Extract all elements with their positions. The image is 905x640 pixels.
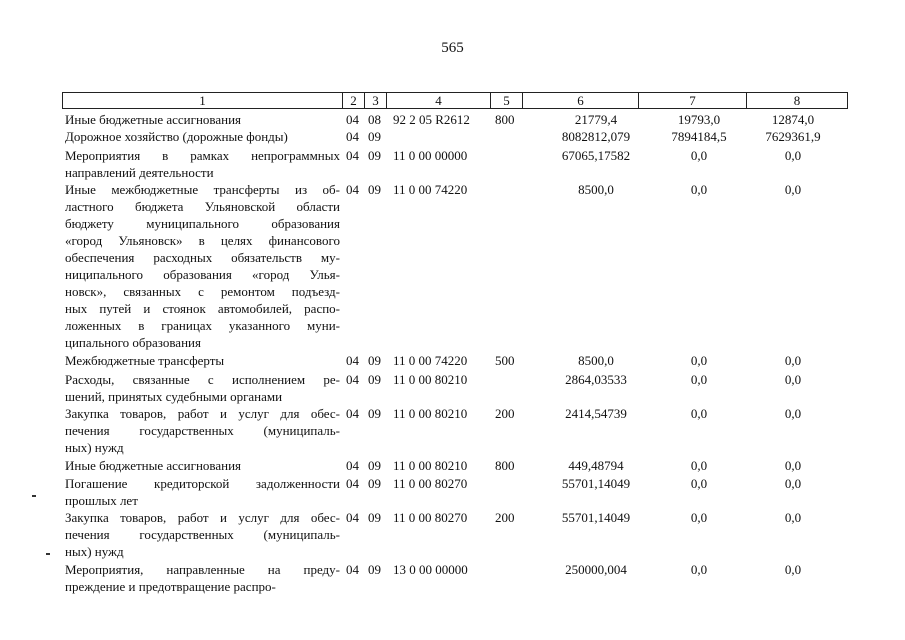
expense-type: 200	[495, 406, 515, 421]
section-code: 04	[346, 372, 359, 387]
target-article: 11 0 00 80270	[393, 510, 468, 525]
amount-col-7: 0,0	[690, 476, 708, 491]
row-name-line: ных путей и стоянок автомобилей, распо-	[65, 301, 340, 316]
target-article: 11 0 00 80270	[393, 476, 468, 491]
row-name-line: новск», связанных с ремонтом подъезд-	[65, 284, 340, 299]
amount-col-8: 0,0	[784, 406, 802, 421]
row-name-line: ципального образования	[65, 335, 201, 350]
column-header-8: 8	[747, 93, 848, 109]
amount-col-8: 0,0	[784, 353, 802, 368]
amount-col-8: 0,0	[784, 458, 802, 473]
amount-col-7: 19793,0	[677, 112, 721, 127]
section-code: 04	[346, 510, 359, 525]
amount-col-6: 8500,0	[578, 353, 614, 368]
section-code: 04	[346, 353, 359, 368]
amount-col-8: 0,0	[784, 182, 802, 197]
row-name-line: печения государственных (муниципаль-	[65, 527, 340, 542]
target-article: 11 0 00 80210	[393, 458, 468, 473]
expense-type: 200	[495, 510, 515, 525]
row-name-line: преждение и предотвращение распро-	[65, 579, 276, 594]
subsection-code: 09	[368, 353, 381, 368]
row-name-line: Расходы, связанные с исполнением ре-	[65, 372, 340, 387]
row-name	[65, 405, 340, 456]
row-name-line: печения государственных (муниципаль-	[65, 423, 340, 438]
amount-col-7: 0,0	[690, 406, 708, 421]
row-name	[65, 181, 340, 351]
row-name-line: Закупка товаров, работ и услуг для обес-	[65, 510, 340, 525]
row-name	[65, 561, 340, 595]
subsection-code: 09	[368, 510, 381, 525]
amount-col-7: 0,0	[690, 458, 708, 473]
row-name-line: Погашение кредиторской задолженности	[65, 476, 340, 491]
section-code: 04	[346, 148, 359, 163]
row-name	[65, 111, 340, 128]
amount-col-8: 0,0	[784, 148, 802, 163]
target-article: 11 0 00 74220	[393, 353, 468, 368]
amount-col-7: 0,0	[690, 182, 708, 197]
row-name-line: бюджету муниципального образования	[65, 216, 340, 231]
target-article: 11 0 00 80210	[393, 406, 468, 421]
amount-col-7: 0,0	[690, 562, 708, 577]
row-name-line: ниципального образования «город Улья-	[65, 267, 340, 282]
scan-speck	[46, 553, 50, 555]
amount-col-7: 0,0	[690, 372, 708, 387]
row-name	[65, 352, 340, 369]
subsection-code: 09	[368, 148, 381, 163]
row-name-line: ных) нужд	[65, 440, 124, 455]
row-name	[65, 371, 340, 405]
expense-type: 800	[495, 112, 515, 127]
target-article: 13 0 00 00000	[393, 562, 468, 577]
section-code: 04	[346, 182, 359, 197]
amount-col-7: 0,0	[690, 148, 708, 163]
subsection-code: 09	[368, 406, 381, 421]
amount-col-8: 12874,0	[771, 112, 815, 127]
row-name-line: Иные бюджетные ассигнования	[65, 458, 242, 473]
amount-col-6: 449,48794	[568, 458, 624, 473]
row-name-line: Иные межбюджетные трансферты из об-	[65, 182, 340, 197]
target-article: 11 0 00 74220	[393, 182, 468, 197]
row-name-line: «город Ульяновск» в целях финансового	[65, 233, 340, 248]
amount-col-6: 21779,4	[574, 112, 618, 127]
subsection-code: 08	[368, 112, 381, 127]
row-name-line: Межбюджетные трансферты	[65, 353, 225, 368]
amount-col-6: 8082812,079	[561, 129, 631, 144]
row-name	[65, 128, 340, 145]
subsection-code: 09	[368, 129, 381, 144]
column-header-6: 6	[523, 93, 639, 109]
amount-col-8: 0,0	[784, 476, 802, 491]
row-name	[65, 509, 340, 560]
row-name	[65, 475, 340, 509]
amount-col-7: 0,0	[690, 353, 708, 368]
section-code: 04	[346, 129, 359, 144]
section-code: 04	[346, 406, 359, 421]
target-article: 92 2 05 R2612	[393, 112, 470, 127]
subsection-code: 09	[368, 562, 381, 577]
row-name-line: ных) нужд	[65, 544, 124, 559]
expense-type: 800	[495, 458, 515, 473]
column-header-1: 1	[63, 93, 343, 109]
column-header-row	[63, 93, 848, 109]
column-header-5: 5	[491, 93, 523, 109]
amount-col-6: 8500,0	[578, 182, 614, 197]
section-code: 04	[346, 112, 359, 127]
scan-speck	[32, 495, 36, 497]
row-name-line: ластного бюджета Ульяновской области	[65, 199, 340, 214]
expense-type: 500	[495, 353, 515, 368]
row-name	[65, 457, 340, 474]
amount-col-7: 7894184,5	[671, 129, 727, 144]
amount-col-6: 250000,004	[565, 562, 627, 577]
section-code: 04	[346, 476, 359, 491]
amount-col-7: 0,0	[690, 510, 708, 525]
subsection-code: 09	[368, 372, 381, 387]
row-name-line: прошлых лет	[65, 493, 138, 508]
row-name-line: Дорожное хозяйство (дорожные фонды)	[65, 129, 288, 144]
amount-col-8: 0,0	[784, 562, 802, 577]
row-name-line: направлений деятельности	[65, 165, 214, 180]
amount-col-8: 7629361,9	[765, 129, 821, 144]
row-name-line: Мероприятия в рамках непрограммных	[65, 148, 340, 163]
row-name-line: Закупка товаров, работ и услуг для обес-	[65, 406, 340, 421]
section-code: 04	[346, 562, 359, 577]
subsection-code: 09	[368, 476, 381, 491]
target-article: 11 0 00 80210	[393, 372, 468, 387]
amount-col-6: 67065,17582	[561, 148, 631, 163]
column-header-4: 4	[387, 93, 491, 109]
page-number: 565	[441, 40, 464, 56]
column-header-table	[62, 92, 848, 109]
column-header-7: 7	[639, 93, 747, 109]
column-header-3: 3	[365, 93, 387, 109]
row-name-line: Мероприятия, направленные на преду-	[65, 562, 340, 577]
amount-col-8: 0,0	[784, 372, 802, 387]
row-name-line: шений, принятых судебными органами	[65, 389, 283, 404]
subsection-code: 09	[368, 458, 381, 473]
column-header-2: 2	[343, 93, 365, 109]
amount-col-6: 55701,14049	[561, 476, 631, 491]
subsection-code: 09	[368, 182, 381, 197]
amount-col-6: 2864,03533	[565, 372, 627, 387]
amount-col-8: 0,0	[784, 510, 802, 525]
row-name-line: ложенных в границах указанного муни-	[65, 318, 340, 333]
row-name	[65, 147, 340, 181]
amount-col-6: 55701,14049	[561, 510, 631, 525]
row-name-line: Иные бюджетные ассигнования	[65, 112, 242, 127]
row-name-line: обеспечения расходных обязательств му-	[65, 250, 340, 265]
target-article: 11 0 00 00000	[393, 148, 468, 163]
amount-col-6: 2414,54739	[565, 406, 627, 421]
section-code: 04	[346, 458, 359, 473]
